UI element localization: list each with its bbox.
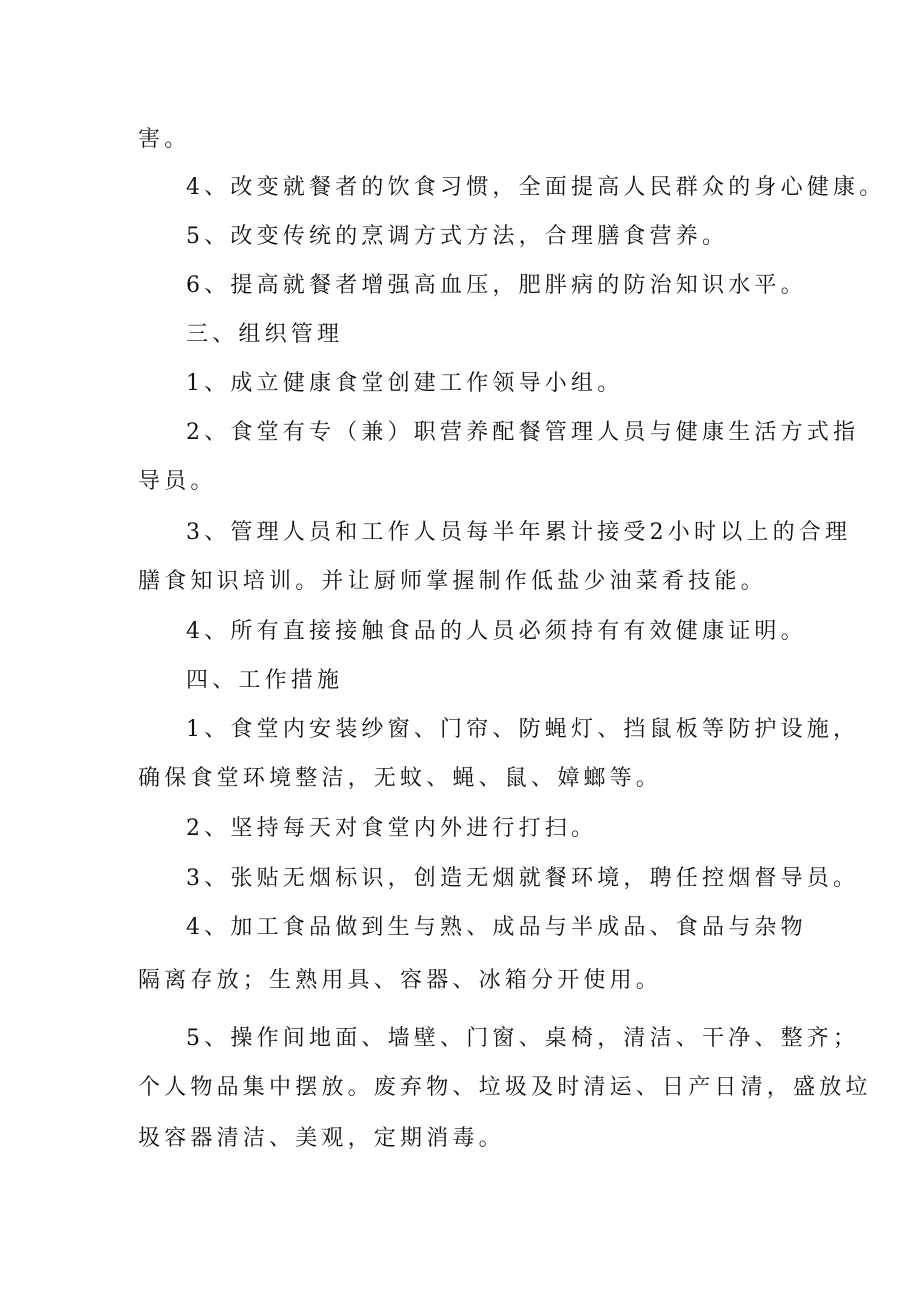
list-item: 5、改变传统的烹调方式方法，合理膳食营养。	[186, 224, 729, 249]
list-item: 2、食堂有专（兼）职营养配餐管理人员与健康生活方式指	[186, 420, 860, 445]
section-heading: 三、组织管理	[186, 322, 344, 347]
list-item: 4、改变就餐者的饮食习惯，全面提高人民群众的身心健康。	[186, 175, 886, 200]
text-line: 害。	[138, 127, 191, 152]
text-line: 圾容器清洁、美观，定期消毒。	[138, 1126, 505, 1151]
list-item: 4、加工食品做到生与熟、成品与半成品、食品与杂物	[186, 915, 807, 940]
list-item: 1、成立健康食堂创建工作领导小组。	[186, 371, 624, 396]
text-line: 个人物品集中摆放。废弃物、垃圾及时清运、日产日清，盛放垃	[138, 1075, 872, 1100]
list-item: 4、所有直接接触食品的人员必须持有有效健康证明。	[186, 619, 807, 644]
text-line: 导员。	[138, 469, 217, 494]
list-item: 3、张贴无烟标识，创造无烟就餐环境，聘任控烟督导员。	[186, 866, 860, 891]
list-item: 5、操作间地面、墙壁、门窗、桌椅，清洁、干净、整齐；	[186, 1026, 860, 1051]
section-heading: 四、工作措施	[186, 668, 344, 693]
list-item: 1、食堂内安装纱窗、门帘、防蝇灯、挡鼠板等防护设施，	[186, 717, 860, 742]
list-item: 6、提高就餐者增强高血压，肥胖病的防治知识水平。	[186, 273, 807, 298]
list-item: 3、管理人员和工作人员每半年累计接受2小时以上的合理	[186, 520, 852, 545]
list-item: 2、坚持每天对食堂内外进行打扫。	[186, 816, 598, 841]
text-line: 确保食堂环境整洁，无蚊、蝇、鼠、嫜螂等。	[138, 766, 663, 791]
text-line: 膳食知识培训。并让厨师掌握制作低盐少油菜肴技能。	[138, 569, 767, 594]
text-line: 隔离存放；生熟用具、容器、冰箱分开使用。	[138, 968, 663, 993]
